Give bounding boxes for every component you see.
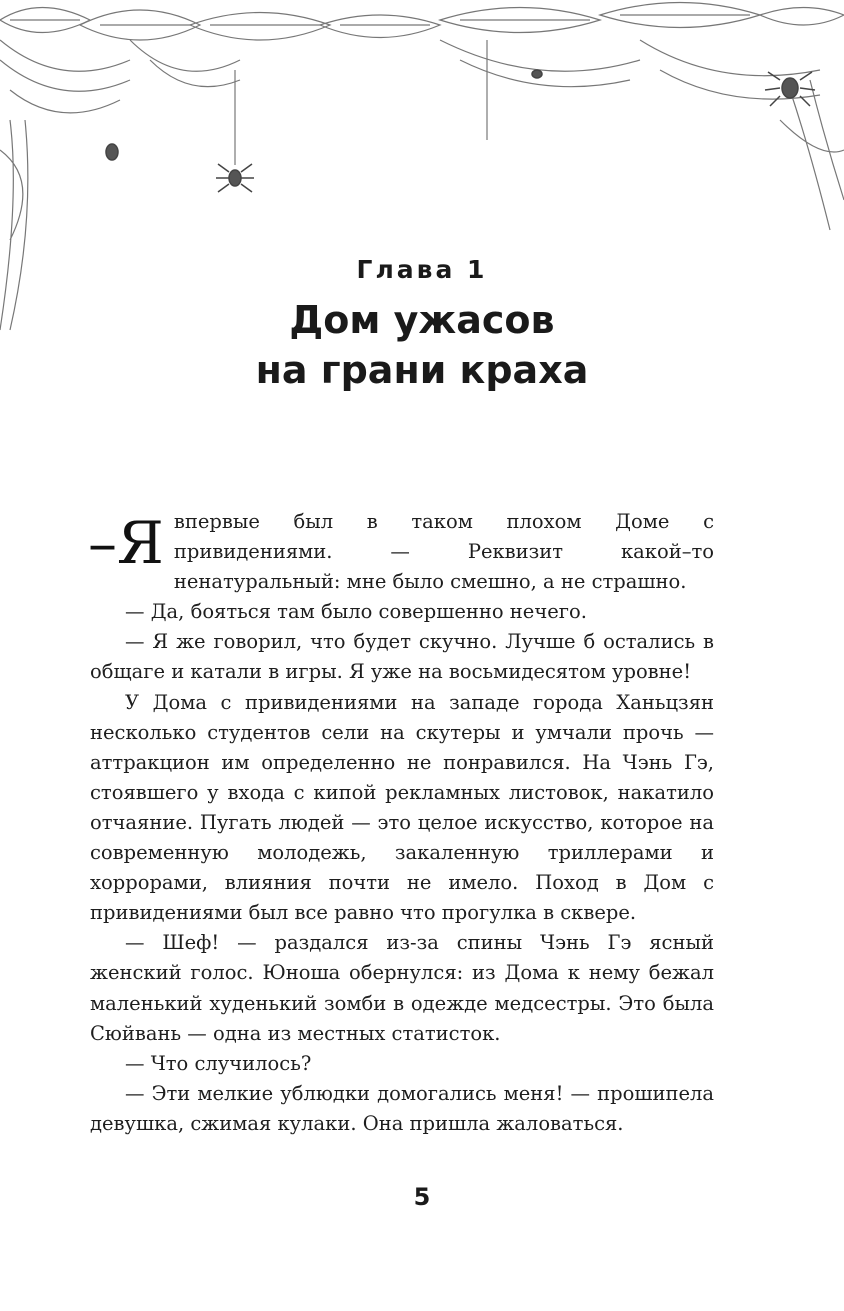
paragraph — [90, 507, 714, 597]
paragraph-text: впервые был в таком плохом Доме с привидениями. — Реквизит какой–то ненатуральный: мне было смешно, а не страшно. — [173, 510, 714, 594]
paragraph: — Да, бояться там было совершенно нечего. — [125, 600, 587, 624]
chapter-title-line-2: на грани краха — [255, 348, 589, 392]
paragraph: — Эти мелкие ублюдки домогались меня! — прошипела девушка, сжимая кулаки. Она пришла жаловаться. — [90, 1081, 714, 1135]
chapter-title — [0, 295, 844, 395]
page-number: 5 — [413, 1183, 431, 1211]
paragraph: — Что случилось? — [125, 1051, 312, 1075]
spider-icon — [216, 164, 254, 192]
body-text — [90, 507, 714, 1139]
chapter-title-line-1: Дом ужасов — [289, 298, 555, 342]
chapter-number: Глава 1 — [356, 255, 488, 284]
paragraph: У Дома с привидениями на западе города Ханьцзян несколько студентов сели на скутеры и умчали прочь — аттракцион им определенно не понравился. На Чэнь Гэ, стоявшего у входа с кипой рекламных листовок, накатило отчаяние. Пугать людей — это целое искусство, которое на современную молодежь, закаленную триллерами и хоррорами, влияния почти не имело. Поход в Дом с привидениями был все равно что прогулка в сквере. — [90, 690, 714, 925]
paragraph: — Шеф! — раздался из-за спины Чэнь Гэ ясный женский голос. Юноша обернулся: из Дома к нему бежал маленький худенький зомби в одежде медсестры. Это была Сюйвань — одна из местных статисток. — [90, 931, 714, 1045]
paragraph: — Я же говорил, что будет скучно. Лучше б остались в общаге и катали в игры. Я уже на восьмидесятом уровне! — [90, 630, 714, 684]
drop-cap: –Я — [88, 509, 164, 577]
